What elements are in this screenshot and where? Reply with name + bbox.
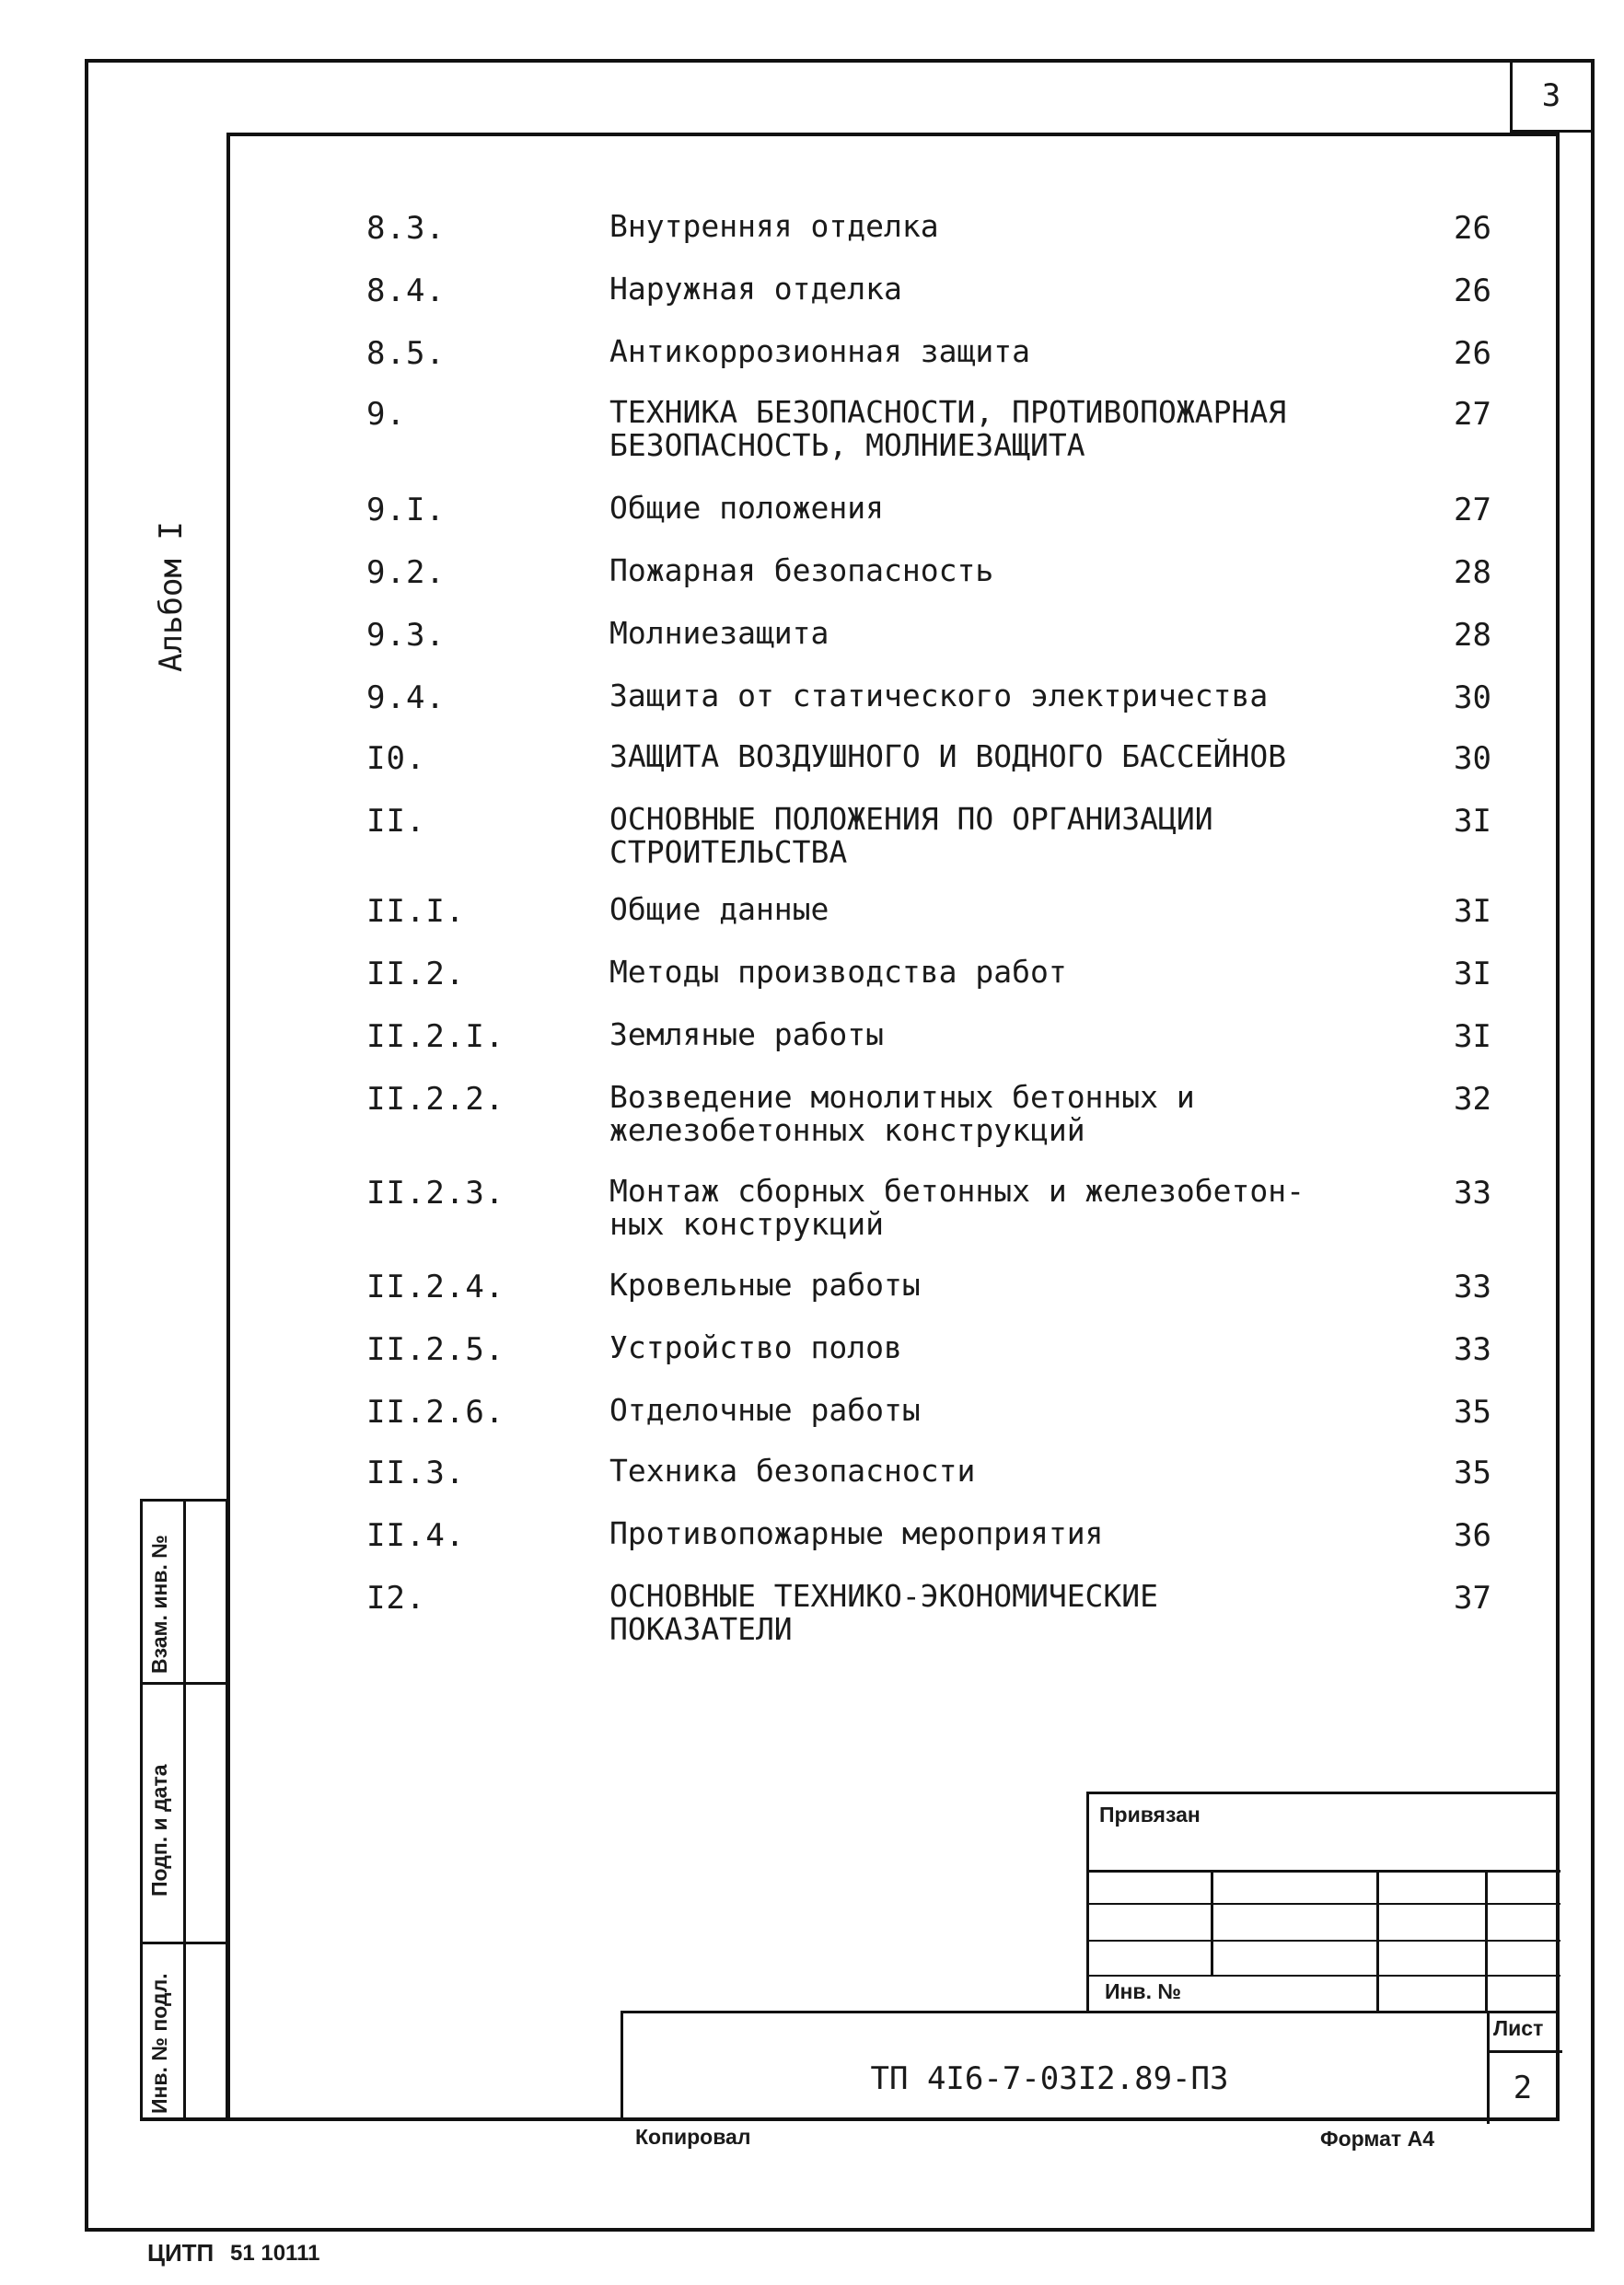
toc-entry-title: Техника безопасности xyxy=(609,1453,976,1489)
toc-entry-number: II. xyxy=(366,803,426,840)
toc-entry-page: 27 xyxy=(1454,396,1491,433)
toc-entry-title: Антикоррозионная защита xyxy=(609,333,1030,369)
toc-entry-number: II.I. xyxy=(366,893,466,930)
toc-entry-number: 8.5. xyxy=(366,335,446,372)
toc-entry-number: 9.2. xyxy=(366,554,446,591)
sheet-number-top: 3 xyxy=(1541,77,1561,114)
outer-frame-bottom xyxy=(85,2228,1595,2232)
toc-entry-page: 28 xyxy=(1454,617,1491,654)
toc-entry-number: I0. xyxy=(366,740,426,777)
toc-entry-page: 28 xyxy=(1454,554,1491,591)
inv-no-label: Инв. № xyxy=(1105,1979,1181,2003)
toc-entry-number: 9.3. xyxy=(366,617,446,654)
kopiroval-label: Копировал xyxy=(635,2125,751,2149)
toc-entry-title: Молниезащита xyxy=(609,615,829,651)
toc-entry-number: 9. xyxy=(366,396,406,433)
toc-entry-number: II.2.I. xyxy=(366,1018,505,1055)
toc-entry-title: ОСНОВНЫЕ ПОЛОЖЕНИЯ ПО ОРГАНИЗАЦИИ СТРОИТЕЛЬСТВА xyxy=(609,801,1213,870)
album-label: Альбом I xyxy=(153,521,190,672)
toc-entry-number: 9.I. xyxy=(366,492,446,528)
toc-entry-page: 33 xyxy=(1454,1269,1491,1305)
toc-entry-page: 35 xyxy=(1454,1394,1491,1431)
toc-entry-page: 37 xyxy=(1454,1580,1491,1617)
toc-entry-number: II.4. xyxy=(366,1517,466,1554)
toc-entry-title: Отделочные работы xyxy=(609,1392,921,1428)
toc-entry-number: I2. xyxy=(366,1580,426,1617)
toc-entry-page: 27 xyxy=(1454,492,1491,528)
side-stamp-vzam-inv: Взам. инв. № xyxy=(147,1535,171,1674)
toc-entry-title: Возведение монолитных бетонных и железобетонных конструкций xyxy=(609,1079,1195,1148)
toc-entry-number: 8.3. xyxy=(366,210,446,247)
inner-frame-top xyxy=(226,133,1560,136)
toc-entry-title: Противопожарные мероприятия xyxy=(609,1515,1104,1551)
toc-entry-page: 3I xyxy=(1454,956,1491,992)
list-label: Лист xyxy=(1493,2016,1544,2040)
toc-entry-title: Общие положения xyxy=(609,490,885,526)
side-stamp-podp-data: Подп. и дата xyxy=(147,1764,171,1896)
toc-entry-number: 9.4. xyxy=(366,679,446,716)
privyazan-label: Привязан xyxy=(1099,1803,1201,1827)
format-label: Формат А4 xyxy=(1320,2127,1434,2151)
toc-entry-page: 26 xyxy=(1454,273,1491,309)
toc-entry-title: Наружная отделка xyxy=(609,271,902,307)
toc-entry-page: 36 xyxy=(1454,1517,1491,1554)
list-value: 2 xyxy=(1513,2070,1533,2106)
toc-entry-number: II.2.6. xyxy=(366,1394,505,1431)
side-stamp-inv-podl: Инв. № подл. xyxy=(147,1973,171,2114)
toc-entry-number: II.3. xyxy=(366,1455,466,1491)
citp-code: 51 10111 xyxy=(230,2241,320,2266)
toc-entry-page: 30 xyxy=(1454,679,1491,716)
toc-entry-page: 3I xyxy=(1454,1018,1491,1055)
doc-code: ТП 4I6-7-03I2.89-ПЗ xyxy=(870,2060,1229,2097)
outer-frame-right xyxy=(1591,59,1595,2232)
outer-frame-left xyxy=(85,59,88,2232)
toc-entry-number: II.2.2. xyxy=(366,1081,505,1118)
toc-entry-title: Защита от статического электричества xyxy=(609,678,1269,713)
toc-entry-number: II.2.4. xyxy=(366,1269,505,1305)
toc-entry-title: Методы производства работ xyxy=(609,954,1067,990)
toc-entry-title: Общие данные xyxy=(609,891,829,927)
toc-entry-page: 26 xyxy=(1454,335,1491,372)
toc-entry-title: Земляные работы xyxy=(609,1016,885,1052)
toc-entry-title: ОСНОВНЫЕ ТЕХНИКО-ЭКОНОМИЧЕСКИЕ ПОКАЗАТЕЛИ xyxy=(609,1578,1159,1647)
toc-entry-title: Устройство полов xyxy=(609,1329,902,1365)
toc-entry-title: Внутренняя отделка xyxy=(609,208,939,244)
toc-entry-page: 3I xyxy=(1454,893,1491,930)
toc-entry-title: ТЕХНИКА БЕЗОПАСНОСТИ, ПРОТИВОПОЖАРНАЯ БЕЗОПАСНОСТЬ, МОЛНИЕЗАЩИТА xyxy=(609,394,1287,463)
toc-entry-number: II.2.3. xyxy=(366,1175,505,1212)
toc-entry-title: Пожарная безопасность xyxy=(609,552,994,588)
toc-entry-title: Кровельные работы xyxy=(609,1267,921,1303)
toc-entry-number: II.2. xyxy=(366,956,466,992)
toc-entry-page: 33 xyxy=(1454,1331,1491,1368)
citp-label: ЦИТП xyxy=(147,2239,215,2267)
toc-entry-page: 35 xyxy=(1454,1455,1491,1491)
toc-entry-number: 8.4. xyxy=(366,273,446,309)
toc-entry-page: 30 xyxy=(1454,740,1491,777)
toc-entry-number: II.2.5. xyxy=(366,1331,505,1368)
toc-entry-page: 33 xyxy=(1454,1175,1491,1212)
outer-frame-top xyxy=(85,59,1595,63)
toc-entry-title: Монтаж сборных бетонных и железобетон- ных конструкций xyxy=(609,1173,1305,1242)
toc-entry-title: ЗАЩИТА ВОЗДУШНОГО И ВОДНОГО БАССЕЙНОВ xyxy=(609,738,1287,774)
toc-entry-page: 26 xyxy=(1454,210,1491,247)
toc-entry-page: 32 xyxy=(1454,1081,1491,1118)
toc-entry-page: 3I xyxy=(1454,803,1491,840)
